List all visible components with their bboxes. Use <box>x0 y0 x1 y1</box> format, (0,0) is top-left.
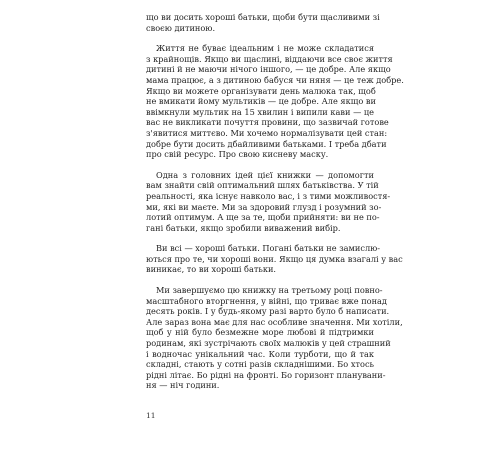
paragraph-3 <box>146 169 391 234</box>
text-line: з'явитися миттєво. Ми хочемо нормалізувати цей стан: <box>146 127 388 138</box>
text-line: Якщо ви можете організувати день малюка так, щоб <box>146 85 376 96</box>
text-line: щоб у ній було безмежне море любові й підтримки <box>146 327 374 338</box>
text-line: що ви досить хороші батьки, щоби бути щасливими зі <box>146 12 380 22</box>
text-line: Але зараз вона має для нас особливе значення. Ми хотіли, <box>146 316 403 327</box>
text-line: вам знайти свій оптимальний шлях батьківства. У тій <box>146 180 379 191</box>
paragraph-5 <box>146 285 403 391</box>
page-number: 11 <box>146 411 156 420</box>
text-line: родинам, які зустрічають своїх малюків у цей страшний <box>146 338 391 349</box>
body-text <box>146 12 404 401</box>
text-line: ня — ніч години. <box>146 380 220 391</box>
text-line: реальності, яка існує навколо вас, і з тими можливостя- <box>146 190 391 201</box>
text-line: лотий оптимум. А ще за те, щоби прийняти: ви не по- <box>146 212 380 223</box>
text-line: мама працює, а з дитиною бабуся чи няня — це теж добре. <box>146 74 404 85</box>
text-line: своєю дитиною. <box>146 22 216 33</box>
text-line: десять років. І у будь-якому разі варто було б написати. <box>146 306 390 317</box>
text-line: Життя не буває ідеальним і не може складатися <box>156 43 374 54</box>
text-line: складні, стають у сотні разів складнішими. Бо хтось <box>146 359 374 370</box>
paragraph-4 <box>146 243 403 275</box>
text-line: Ми завершуємо цю книжку на третьому році повно- <box>156 285 383 296</box>
text-line: добре бути досить дбайливими батьками. І треба дбати <box>146 138 387 149</box>
text-line: Ви всі — хороші батьки. Погані батьки не замислю- <box>156 243 381 254</box>
text-line: і водночас унікальний час. Коли турботи, що й так <box>146 348 374 359</box>
paragraph-1 <box>146 12 380 33</box>
text-line: рідні літає. Бо рідні на фронті. Бо горизонт планувани- <box>146 369 386 380</box>
text-line: ються про те, чи хороші вони. Якщо ця думка взагалі у вас <box>146 253 403 264</box>
text-line: масштабного вторгнення, у війні, що триває вже понад <box>146 295 387 306</box>
paragraph-2 <box>146 43 404 160</box>
text-line: гані батьки, якщо зробили виважений вибір. <box>146 222 341 233</box>
text-line: не вмикати йому мультиків — це добре. Але якщо ви <box>146 96 376 107</box>
text-line: ми, які ви маєте. Ми за здоровий глузд і розумний зо- <box>146 201 382 212</box>
text-line: з крайнощів. Якщо ви щаслині, віддаючи все своє життя <box>146 53 393 64</box>
text-line: ввімкнули мультик на 15 хвилин і випили кави — це <box>146 106 374 117</box>
text-line: дитині й не маючи нічого іншого, — це добре. Але якщо <box>146 64 391 75</box>
text-line: Одна з головних ідей цієї книжки — допомогти <box>156 169 374 180</box>
text-line: вас не викликати почуття провини, що зазвичай готове <box>146 117 389 128</box>
text-line: про свій ресурс. Про свою кисневу маску. <box>146 149 329 160</box>
text-line: виникає, то ви хороші батьки. <box>146 264 277 275</box>
